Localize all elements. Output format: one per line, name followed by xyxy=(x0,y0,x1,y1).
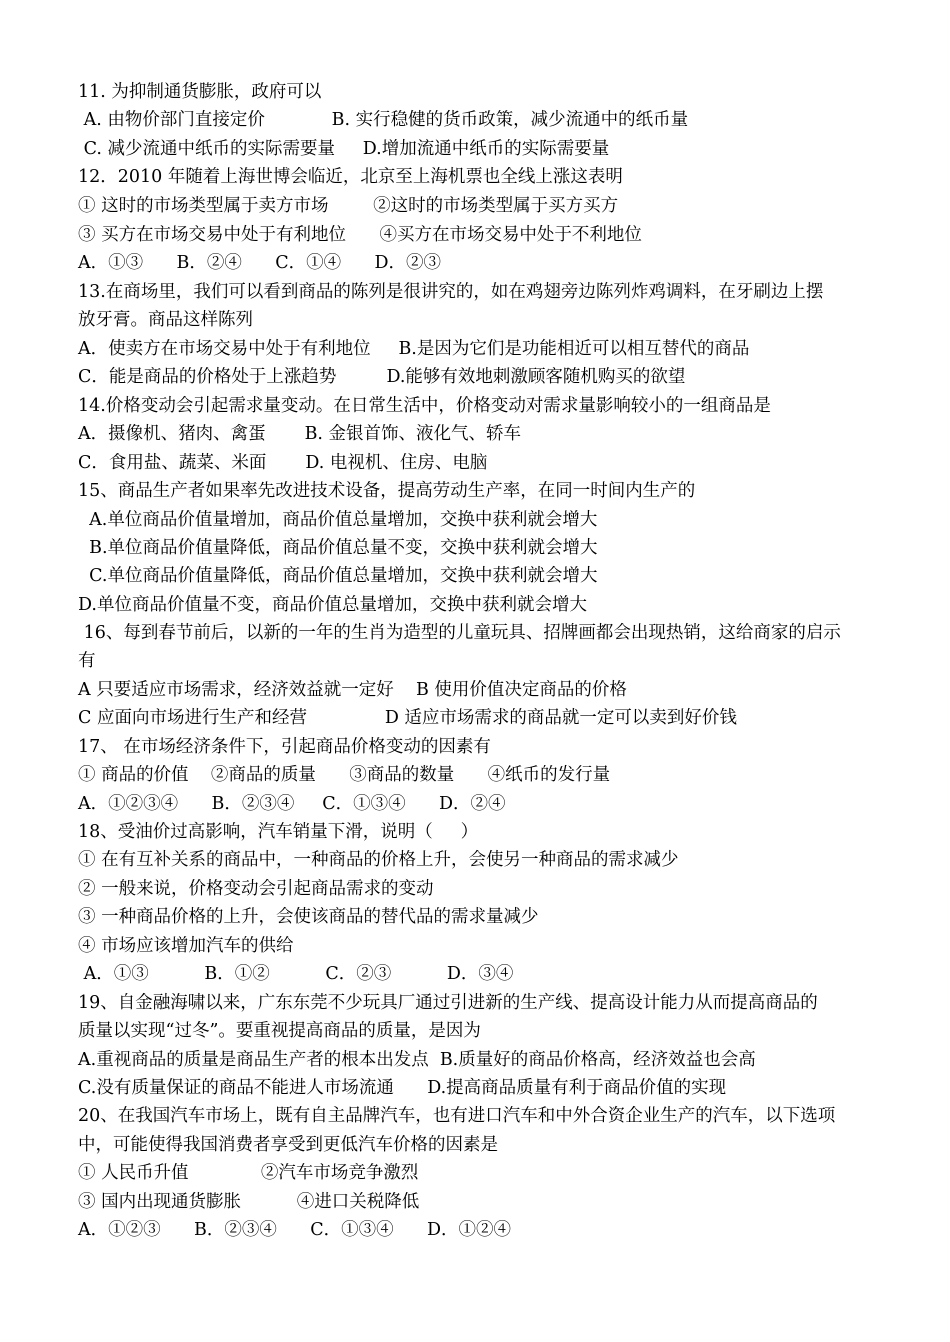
question-stem: 15、商品生产者如果率先改进技术设备，提高劳动生产率，在同一时间内生产的 xyxy=(78,481,696,501)
question-line: 中，可能使得我国消费者享受到更低汽车价格的因素是 xyxy=(78,1135,498,1155)
question-stem: 13.在商场里，我们可以看到商品的陈列是很讲究的，如在鸡翅旁边陈列炸鸡调料，在牙刷边上摆 xyxy=(78,282,824,302)
question-line: 质量以实现“过冬”。要重视提高商品的质量，是因为 xyxy=(78,1021,481,1041)
question-line: A.重视商品的质量是商品生产者的根本出发点 B.质量好的商品价格高，经济效益也会高 xyxy=(78,1050,756,1070)
question-line: A. 由物价部门直接定价 B. 实行稳健的货币政策，减少流通中的纸币量 xyxy=(78,110,689,130)
question-stem: 11. 为抑制通货膨胀，政府可以 xyxy=(78,82,322,102)
question-line: ③ 一种商品价格的上升，会使该商品的替代品的需求量减少 xyxy=(78,907,539,927)
question-line: ① 在有互补关系的商品中，一种商品的价格上升，会使另一种商品的需求减少 xyxy=(78,850,679,870)
question-line: B.单位商品价值量降低，商品价值总量不变，交换中获利就会增大 xyxy=(78,538,598,558)
question-stem: 18、受油价过高影响，汽车销量下滑，说明（ ） xyxy=(78,822,479,842)
question-line: A.单位商品价值量增加，商品价值总量增加，交换中获利就会增大 xyxy=(78,510,598,530)
question-stem: 14.价格变动会引起需求量变动。在日常生活中，价格变动对需求量影响较小的一组商品是 xyxy=(78,396,771,416)
question-stem: 12．2010 年随着上海世博会临近，北京至上海机票也全线上涨这表明 xyxy=(78,167,623,187)
question-line: A．①②③ B．②③④ C．①③④ D．①②④ xyxy=(78,1220,512,1240)
question-line: C.单位商品价值量降低，商品价值总量增加，交换中获利就会增大 xyxy=(78,566,598,586)
question-line: A．①③ B．②④ C．①④ D．②③ xyxy=(78,253,442,273)
question-line: D.单位商品价值量不变，商品价值总量增加，交换中获利就会增大 xyxy=(78,595,587,615)
question-stem: 19、自金融海啸以来，广东东莞不少玩具厂通过引进新的生产线、提高设计能力从而提高商品的 xyxy=(78,993,818,1013)
question-line: C．能是商品的价格处于上涨趋势 D.能够有效地刺激顾客随机购买的欲望 xyxy=(78,367,686,387)
question-line: 放牙膏。商品这样陈列 xyxy=(78,310,253,330)
question-stem: 20、在我国汽车市场上，既有自主品牌汽车，也有进口汽车和中外合资企业生产的汽车，以下选项 xyxy=(78,1106,836,1126)
question-line: ① 商品的价值 ②商品的质量 ③商品的数量 ④纸币的发行量 xyxy=(78,765,611,785)
question-line: C．食用盐、蔬菜、米面 D. 电视机、住房、电脑 xyxy=(78,453,488,473)
question-line: ③ 国内出现通货膨胀 ④进口关税降低 xyxy=(78,1192,420,1212)
question-line: A．使卖方在市场交易中处于有利地位 B.是因为它们是功能相近可以相互替代的商品 xyxy=(78,339,750,359)
question-line: C.没有质量保证的商品不能进人市场流通 D.提高商品质量有利于商品价值的实现 xyxy=(78,1078,727,1098)
question-line: C. 减少流通中纸币的实际需要量 D.增加流通中纸币的实际需要量 xyxy=(78,139,610,159)
question-stem: 17、 在市场经济条件下，引起商品价格变动的因素有 xyxy=(78,737,491,757)
question-line: ② 一般来说，价格变动会引起商品需求的变动 xyxy=(78,879,434,899)
question-line: A．①②③④ B．②③④ C．①③④ D．②④ xyxy=(78,794,506,814)
question-line: ① 这时的市场类型属于卖方市场 ②这时的市场类型属于买方买方 xyxy=(78,196,619,216)
question-line: ① 人民币升值 ②汽车市场竞争激烈 xyxy=(78,1163,419,1183)
question-line: A．①③ B．①② C．②③ D．③④ xyxy=(78,964,514,984)
question-line: A 只要适应市场需求，经济效益就一定好 B 使用价值决定商品的价格 xyxy=(78,680,627,700)
question-line: A．摄像机、猪肉、禽蛋 B. 金银首饰、液化气、轿车 xyxy=(78,424,522,444)
question-line: ③ 买方在市场交易中处于有利地位 ④买方在市场交易中处于不利地位 xyxy=(78,225,642,245)
question-stem: 16、每到春节前后，以新的一年的生肖为造型的儿童玩具、招牌画都会出现热销，这给商家的启示 xyxy=(78,623,841,643)
question-line: ④ 市场应该增加汽车的供给 xyxy=(78,936,294,956)
question-line: 有 xyxy=(78,651,96,671)
question-line: C 应面向市场进行生产和经营 D 适应市场需求的商品就一定可以卖到好价钱 xyxy=(78,708,737,728)
